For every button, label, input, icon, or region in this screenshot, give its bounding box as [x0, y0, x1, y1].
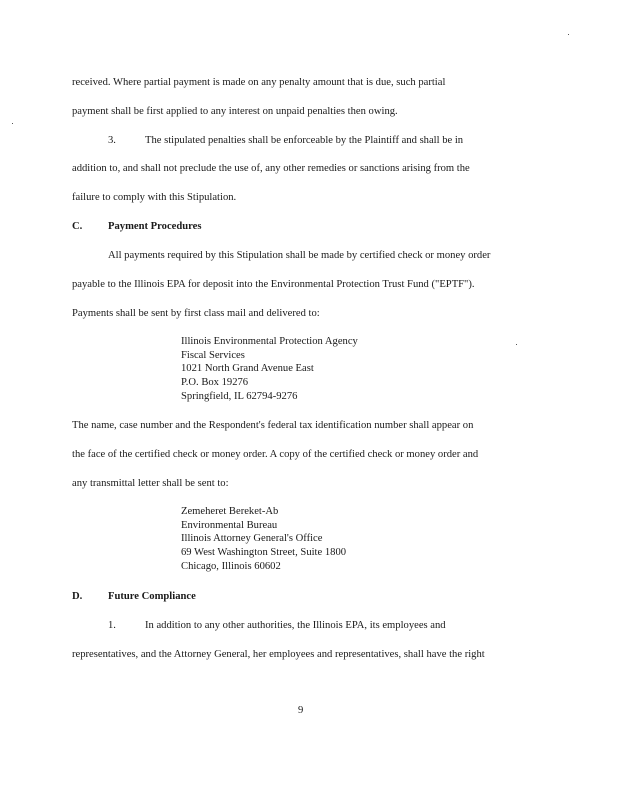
address-line: 1021 North Grand Avenue East [181, 363, 314, 374]
section-letter: D. [72, 591, 83, 602]
page-number: 9 [298, 705, 304, 716]
address-line: Environmental Bureau [181, 520, 278, 531]
address-line: Fiscal Services [181, 350, 245, 361]
address-line: Illinois Environmental Protection Agency [181, 336, 358, 347]
body-line: the face of the certified check or money order. A copy of the certified check or money order and [72, 449, 479, 460]
address-line: Springfield, IL 62794-9276 [181, 391, 298, 402]
address-line: Illinois Attorney General's Office [181, 533, 323, 544]
body-line: addition to, and shall not preclude the use of, any other remedies or sanctions arising from the [72, 163, 470, 174]
body-line: The name, case number and the Respondent's federal tax identification number shall appear on [72, 420, 474, 431]
scan-speck [516, 344, 517, 345]
body-line: any transmittal letter shall be sent to: [72, 478, 229, 489]
section-letter: C. [72, 221, 83, 232]
section-heading: Future Compliance [108, 591, 196, 602]
address-line: Zemeheret Bereket-Ab [181, 506, 279, 517]
body-line: In addition to any other authorities, the Illinois EPA, its employees and [145, 620, 446, 631]
body-line: Payments shall be sent by first class mail and delivered to: [72, 308, 320, 319]
section-heading: Payment Procedures [108, 221, 202, 232]
body-line: representatives, and the Attorney General, her employees and representatives, shall have the right [72, 649, 485, 660]
paragraph-number: 1. [108, 620, 116, 631]
body-line: The stipulated penalties shall be enforceable by the Plaintiff and shall be in [145, 135, 464, 146]
scan-speck [12, 123, 13, 124]
paragraph-number: 3. [108, 135, 116, 146]
body-line: payable to the Illinois EPA for deposit into the Environmental Protection Trust Fund ("EPTF"). [72, 279, 475, 290]
body-line: payment shall be first applied to any interest on unpaid penalties then owing. [72, 106, 398, 117]
address-line: Chicago, Illinois 60602 [181, 561, 281, 572]
scan-speck [568, 34, 569, 35]
address-line: 69 West Washington Street, Suite 1800 [181, 547, 347, 558]
body-line: received. Where partial payment is made on any penalty amount that is due, such partial [72, 77, 446, 88]
body-line: failure to comply with this Stipulation. [72, 192, 237, 203]
address-line: P.O. Box 19276 [181, 377, 249, 388]
body-line: All payments required by this Stipulation shall be made by certified check or money order [108, 250, 491, 261]
